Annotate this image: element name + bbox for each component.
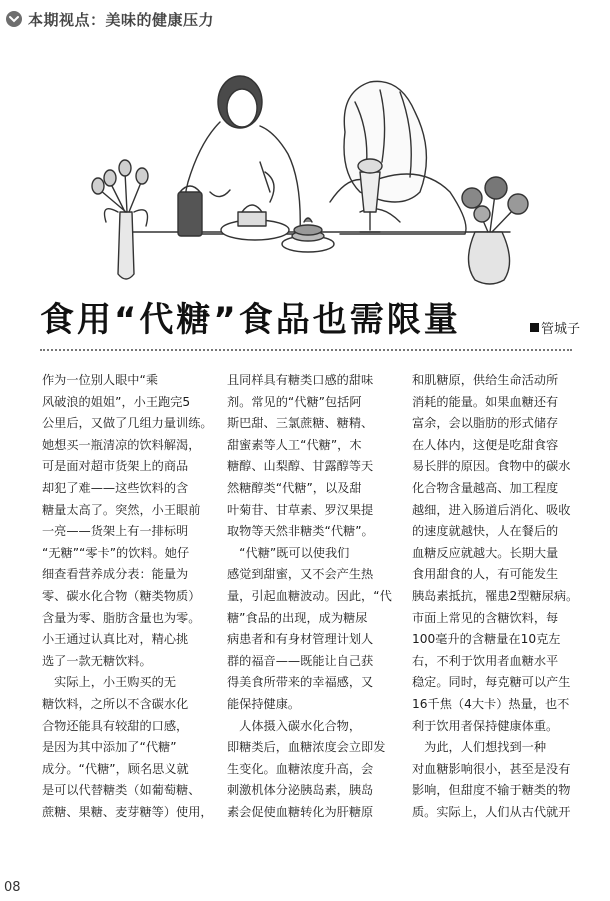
text-line: 感觉到甜蜜，又不会产生热 — [227, 567, 374, 582]
page-number — [4, 880, 21, 895]
text-line: 量，引起血糖波动。因此，“代 — [227, 588, 392, 603]
text-line: 在人体内，这便是吃甜食容 — [412, 437, 559, 452]
text-line: 病患者和有身材管理计划人 — [227, 632, 374, 647]
text-line: 她想买一瓶清凉的饮料解渴， — [42, 437, 201, 452]
text-line: 市面上常见的含糖饮料，每 — [412, 610, 559, 625]
text-line: 细查看营养成分表：能量为 — [42, 567, 189, 582]
author-byline — [530, 318, 580, 337]
text-line: 得美食所带来的幸福感，又 — [227, 675, 374, 690]
text-line: 稳定。同时，每克糖可以产生 — [412, 675, 571, 690]
text-line: 化合物含量越高、加工程度 — [412, 480, 559, 495]
page-number-text: 08 — [4, 880, 21, 895]
text-line: 糖饮料，之所以不含碳水化 — [42, 696, 189, 711]
text-line: 含量为零、脂肪含量也为零。 — [42, 610, 201, 625]
text-line: 质。实际上，人们从古代就开 — [412, 804, 571, 819]
text-line: 16千焦（4大卡）热量，也不 — [412, 696, 570, 711]
text-column-3 — [412, 370, 579, 823]
text-line: 右，不利于饮用者血糖水平 — [412, 653, 559, 668]
text-line: 风破浪的姐姐”，小王跑完5 — [42, 394, 191, 409]
text-line: 影响，但甜度不输于糖类的物 — [412, 783, 571, 798]
dotted-divider — [40, 349, 572, 351]
text-column-1 — [42, 370, 213, 823]
text-line: 食用甜食的人，有可能发生 — [412, 567, 559, 582]
text-line: 蔗糖、果糖、麦芽糖等）使用， — [42, 804, 213, 819]
text-line: “代糖”既可以使我们 — [227, 545, 350, 560]
text-line: 取物等天然非糖类“代糖”。 — [227, 524, 374, 539]
text-line: 为此，人们想找到一种 — [412, 740, 547, 755]
author-name: 管城子 — [540, 322, 580, 337]
text-line: 糖”食品的出现，成为糖尿 — [227, 610, 368, 625]
text-line: 消耗的能量。如果血糖还有 — [412, 394, 559, 409]
text-line: 能保持健康。 — [227, 696, 301, 711]
text-line: 100毫升的含糖量在10克左 — [412, 632, 561, 647]
text-line: 利于饮用者保持健康体重。 — [412, 718, 559, 733]
text-line: 富余，会以脂肪的形式储存 — [412, 416, 559, 431]
text-line: 合物还能具有较甜的口感， — [42, 718, 189, 733]
text-line: 一亮——货架上有一排标明 — [42, 524, 189, 539]
section-label: 本期视点：美味的健康压力 — [28, 10, 215, 29]
text-line: 即糖类后，血糖浓度会立即发 — [227, 740, 386, 755]
text-line: 刺激机体分泌胰岛素，胰岛 — [227, 783, 374, 798]
section-header — [6, 8, 214, 30]
article-title: 食用“代糖”食品也需限量 — [40, 300, 461, 340]
text-line: 的速度就越快，人在餐后的 — [412, 524, 559, 539]
text-line: 易长胖的原因。食物中的碳水 — [412, 459, 571, 474]
text-line: 和肌糖原，供给生命活动所 — [412, 373, 559, 387]
text-line: 零、碳水化合物（糖类物质） — [42, 588, 201, 603]
text-line: 胰岛素抵抗，罹患2型糖尿病。 — [412, 588, 579, 603]
text-line: 且同样具有糖类口感的甜味 — [227, 373, 374, 387]
text-line: 人体摄入碳水化合物， — [227, 718, 362, 733]
text-line: 公里后，又做了几组力量训练。 — [42, 416, 213, 431]
illustration-two-women-dessert — [70, 62, 540, 292]
text-line: 剂。常见的“代糖”包括阿 — [227, 394, 362, 409]
text-line: 小王通过认真比对，精心挑 — [42, 632, 189, 647]
text-line: 糖量太高了。突然，小王眼前 — [42, 502, 201, 517]
text-line: 实际上，小王购买的无 — [42, 675, 177, 690]
text-line: 血糖反应就越大。长期大量 — [412, 545, 559, 560]
text-line: 糖醇、山梨醇、甘露醇等天 — [227, 459, 374, 474]
text-line: 选了一款无糖饮料。 — [42, 653, 152, 668]
text-line: 是因为其中添加了“代糖” — [42, 740, 177, 755]
text-line: 然糖醇类“代糖”，以及甜 — [227, 480, 362, 495]
square-bullet-icon — [530, 323, 539, 332]
text-line: 对血糖影响很小，甚至是没有 — [412, 761, 571, 776]
text-line: 越细，进入肠道后消化、吸收 — [412, 502, 571, 517]
text-line: 是可以代替糖类（如葡萄糖、 — [42, 783, 201, 798]
text-column-2 — [227, 370, 392, 823]
text-line: 作为一位别人眼中“乘 — [42, 373, 159, 387]
text-line: 成分。“代糖”，顾名思义就 — [42, 761, 189, 776]
text-line: 斯巴甜、三氯蔗糖、糖精、 — [227, 416, 374, 431]
text-line: 叶菊苷、甘草素、罗汉果提 — [227, 502, 374, 517]
text-line: “无糖”“零卡”的饮料。她仔 — [42, 545, 190, 560]
chevron-down-icon — [6, 11, 22, 27]
text-line: 素会促使血糖转化为肝糖原 — [227, 804, 374, 819]
text-line: 可是面对超市货架上的商品 — [42, 459, 189, 474]
text-line: 甜蜜素等人工“代糖”，木 — [227, 437, 362, 452]
text-line: 却犯了难——这些饮料的含 — [42, 480, 189, 495]
text-line: 生变化。血糖浓度升高，会 — [227, 761, 374, 776]
text-line: 群的福音——既能让自己获 — [227, 653, 374, 668]
